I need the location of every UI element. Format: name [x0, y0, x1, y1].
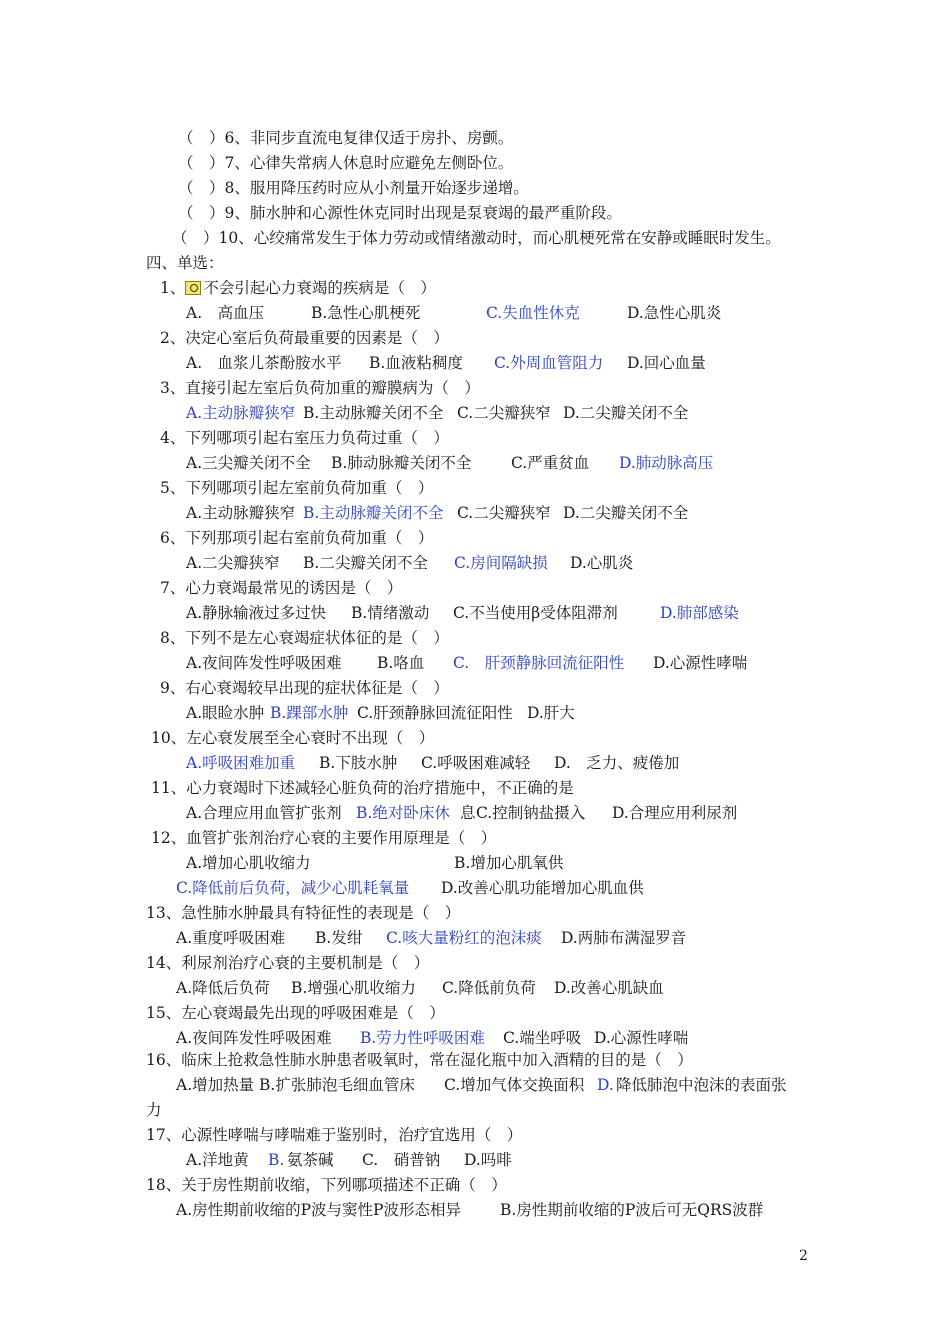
option-c: C.呼吸困难减轻 — [421, 754, 531, 772]
tf-item-8: （ ）8、服用降压药时应从小剂量开始逐步递增。 — [178, 179, 529, 197]
question-17: 17、心源性哮喘与哮喘难于鉴别时，治疗宜选用（ ） — [146, 1126, 523, 1144]
question-3: 3、直接引起左室后负荷加重的瓣膜病为（ ） — [160, 379, 480, 397]
option-a-answer: A.主动脉瓣狭窄 — [186, 404, 296, 422]
option-c: C.控制钠盐摄入 — [476, 804, 586, 822]
option-b: B.主动脉瓣关闭不全 — [303, 404, 444, 422]
option-c-answer: C.外周血管阻力 — [494, 354, 604, 372]
option-c: C.严重贫血 — [511, 454, 590, 472]
option-b-answer: B.绝对卧床休 — [356, 804, 450, 822]
question-5: 5、下列哪项引起左室前负荷加重（ ） — [160, 479, 434, 497]
question-18: 18、关于房性期前收缩，下列哪项描述不正确（ ） — [146, 1176, 507, 1194]
option-c-answer: C.降低前后负荷，减少心肌耗氧量 — [176, 879, 410, 897]
tf-item-6: （ ）6、非同步直流电复律仅适于房扑、房颤。 — [178, 129, 514, 147]
option-b-answer: B.踝部水肿 — [270, 704, 349, 722]
section-title: 四、单选： — [146, 254, 224, 272]
option-d: D.合理应用利尿剂 — [612, 804, 738, 822]
page-number: 2 — [799, 1248, 808, 1264]
option-d: D. 乏力、疲倦加 — [554, 754, 680, 772]
option-c-answer: C.失血性休克 — [486, 304, 580, 322]
option-a: A. 高血压 — [186, 304, 265, 322]
option-c: C.不当使用β受体阻滞剂 — [453, 604, 618, 622]
option-b: B.急性心肌梗死 — [311, 304, 421, 322]
option-a: A.夜间阵发性呼吸困难 — [186, 654, 342, 672]
question-15: 15、左心衰竭最先出现的呼吸困难是（ ） — [146, 1004, 445, 1022]
option-b: B.增加心肌氧供 — [454, 854, 564, 872]
option-a: A.眼睑水肿 — [186, 704, 265, 722]
option-a: A.静脉输液过多过快 — [186, 604, 327, 622]
option-d: D.心源性哮喘 — [653, 654, 748, 672]
question-2: 2、决定心室后负荷最重要的因素是（ ） — [160, 329, 449, 347]
option-a: A.重度呼吸困难 — [176, 929, 286, 947]
option-d: D.改善心肌功能增加心肌血供 — [441, 879, 644, 897]
option-d: D.肝大 — [527, 704, 575, 722]
option-a: A.夜间阵发性呼吸困难 — [176, 1029, 332, 1047]
options-q16-wrap: 力 — [146, 1101, 162, 1119]
option-b: B.扩张肺泡毛细血管床 — [259, 1076, 415, 1094]
option-a: A.二尖瓣狭窄 — [186, 554, 280, 572]
tf-item-7: （ ）7、心律失常病人休息时应避免左侧卧位。 — [178, 154, 514, 172]
option-b-tail: 息 — [460, 804, 476, 822]
tf-item-9: （ ）9、肺水肿和心源性休克同时出现是泵衰竭的最严重阶段。 — [178, 204, 622, 222]
option-a: A.洋地黄 — [186, 1151, 249, 1169]
option-a: A.增加热量 — [176, 1076, 255, 1094]
option-d: D.二尖瓣关闭不全 — [563, 504, 689, 522]
question-11: 11、心力衰竭时下述减轻心脏负荷的治疗措施中，不正确的是 — [151, 779, 574, 797]
option-c: C.肝颈静脉回流征阳性 — [357, 704, 513, 722]
option-b: B.增强心肌收缩力 — [291, 979, 416, 997]
option-a: A.降低后负荷 — [176, 979, 270, 997]
question-9: 9、右心衰竭较早出现的症状体征是（ ） — [160, 679, 449, 697]
option-b: B.肺动脉瓣关闭不全 — [331, 454, 472, 472]
option-b: B.下肢水肿 — [319, 754, 398, 772]
option-d: D.改善心肌缺血 — [554, 979, 664, 997]
question-10: 10、左心衰发展至全心衰时不出现（ ） — [151, 729, 435, 747]
option-b: B.发绀 — [315, 929, 363, 947]
option-c-answer: C.咳大量粉红的泡沫痰 — [386, 929, 542, 947]
option-d: 降低肺泡中泡沫的表面张 — [616, 1076, 787, 1094]
option-a: A.增加心肌收缩力 — [186, 854, 311, 872]
option-a: A. 血浆儿茶酚胺水平 — [186, 354, 342, 372]
note-icon — [185, 281, 201, 295]
option-b: B.情绪激动 — [351, 604, 430, 622]
option-c: C.端坐呼吸 — [503, 1029, 582, 1047]
option-d: D.急性心肌炎 — [627, 304, 722, 322]
question-7: 7、心力衰竭最常见的诱因是（ ） — [160, 579, 403, 597]
question-4: 4、下列哪项引起右室压力负荷过重（ ） — [160, 429, 449, 447]
question-text: 不会引起心力衰竭的疾病是（ ） — [203, 279, 436, 297]
option-a: A.房性期前收缩的P波与窦性P波形态相异 — [176, 1201, 461, 1219]
option-b-letter-answer: B. — [268, 1151, 285, 1169]
option-b: B.咯血 — [377, 654, 425, 672]
option-b-answer: B.主动脉瓣关闭不全 — [303, 504, 444, 522]
question-6: 6、下列那项引起右室前负荷加重（ ） — [160, 529, 434, 547]
question-13: 13、急性肺水肿最具有特征性的表现是（ ） — [146, 904, 461, 922]
option-c: C.二尖瓣狭窄 — [457, 504, 551, 522]
option-a: A.三尖瓣关闭不全 — [186, 454, 311, 472]
option-b: B.房性期前收缩的P波后可无QRS波群 — [500, 1201, 764, 1219]
option-c: C.二尖瓣狭窄 — [457, 404, 551, 422]
option-d: D.心肌炎 — [570, 554, 634, 572]
question-8: 8、下列不是左心衰竭症状体征的是（ ） — [160, 629, 449, 647]
tf-item-10: （ ）10、心绞痛常发生于体力劳动或情绪激动时，而心肌梗死常在安静或睡眠时发生。 — [172, 229, 781, 247]
option-d: D.回心血量 — [627, 354, 706, 372]
option-d: D.二尖瓣关闭不全 — [563, 404, 689, 422]
option-b: B.血液粘稠度 — [369, 354, 463, 372]
option-c-answer: C. 肝颈静脉回流征阳性 — [453, 654, 625, 672]
option-c: C.增加气体交换面积 — [444, 1076, 585, 1094]
option-c: C. 硝普钠 — [362, 1151, 441, 1169]
option-b: 氨茶碱 — [287, 1151, 334, 1169]
option-a: A.主动脉瓣狭窄 — [186, 504, 296, 522]
question-number: 1、 — [160, 279, 186, 297]
question-14: 14、利尿剂治疗心衰的主要机制是（ ） — [146, 954, 430, 972]
option-d-letter-answer: D. — [597, 1076, 614, 1094]
option-a: A.合理应用血管扩张剂 — [186, 804, 342, 822]
option-d: D.心源性哮喘 — [594, 1029, 689, 1047]
option-c-answer: C.房间隔缺损 — [454, 554, 548, 572]
option-d: D.两肺布满湿罗音 — [561, 929, 687, 947]
option-c: C.降低前负荷 — [442, 979, 536, 997]
option-a-answer: A.呼吸困难加重 — [186, 754, 296, 772]
question-1 — [160, 278, 436, 298]
option-d: D.吗啡 — [464, 1151, 512, 1169]
option-d-answer: D.肺部感染 — [660, 604, 739, 622]
option-b-answer: B.劳力性呼吸困难 — [360, 1029, 485, 1047]
option-b: B.二尖瓣关闭不全 — [303, 554, 428, 572]
option-d-answer: D.肺动脉高压 — [619, 454, 714, 472]
question-12: 12、血管扩张剂治疗心衰的主要作用原理是（ ） — [151, 829, 497, 847]
question-16: 16、临床上抢救急性肺水肿患者吸氧时，常在湿化瓶中加入酒精的目的是（ ） — [146, 1051, 693, 1069]
